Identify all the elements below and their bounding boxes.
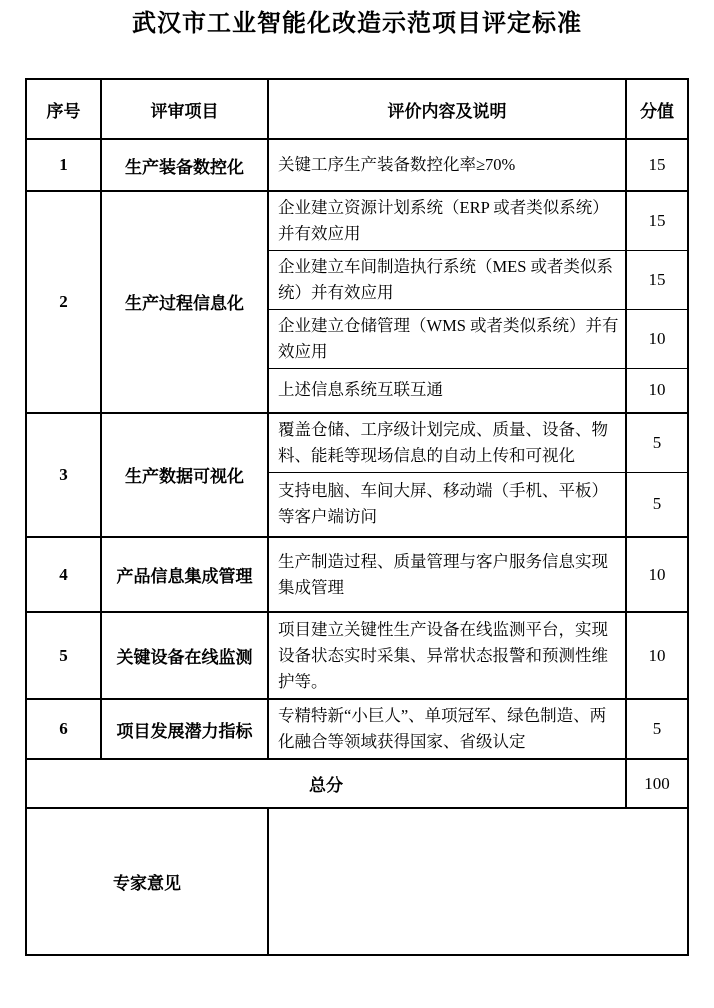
total-label: 总分	[26, 759, 626, 808]
criteria-score: 5	[626, 472, 688, 537]
criteria-score: 10	[626, 612, 688, 699]
row-item: 产品信息集成管理	[101, 537, 268, 612]
criteria-score: 10	[626, 537, 688, 612]
criteria-score: 10	[626, 369, 688, 413]
total-score: 100	[626, 759, 688, 808]
header-item: 评审项目	[101, 79, 268, 139]
criteria-score: 15	[626, 251, 688, 310]
table-row-group2-sub1	[26, 191, 688, 251]
criteria-desc: 企业建立资源计划系统（ERP 或者类似系统）并有效应用	[268, 191, 626, 251]
table-row-group4	[26, 537, 688, 612]
table-row-group6	[26, 699, 688, 759]
table-row-group1	[26, 139, 688, 191]
row-no: 6	[26, 699, 101, 759]
expert-opinion-label: 专家意见	[26, 808, 268, 955]
header-no: 序号	[26, 79, 101, 139]
table-header-row	[26, 79, 688, 139]
expert-opinion-area	[268, 808, 688, 955]
criteria-score: 5	[626, 413, 688, 473]
criteria-desc: 生产制造过程、质量管理与客户服务信息实现集成管理	[268, 537, 626, 612]
row-no: 5	[26, 612, 101, 699]
page-title: 武汉市工业智能化改造示范项目评定标准	[132, 11, 582, 37]
criteria-desc: 上述信息系统互联互通	[268, 369, 626, 413]
criteria-score: 10	[626, 310, 688, 369]
table-row-total	[26, 759, 688, 808]
criteria-desc: 企业建立仓储管理（WMS 或者类似系统）并有效应用	[268, 310, 626, 369]
header-desc: 评价内容及说明	[268, 79, 626, 139]
header-score: 分值	[626, 79, 688, 139]
criteria-score: 15	[626, 191, 688, 251]
row-item: 关键设备在线监测	[101, 612, 268, 699]
row-item: 生产装备数控化	[101, 139, 268, 191]
row-item: 生产过程信息化	[101, 191, 268, 413]
table-row-group3-sub1	[26, 413, 688, 473]
row-no: 1	[26, 139, 101, 191]
criteria-score: 15	[626, 139, 688, 191]
row-item: 项目发展潜力指标	[101, 699, 268, 759]
row-no: 2	[26, 191, 101, 413]
criteria-desc: 关键工序生产装备数控化率≥70%	[268, 139, 626, 191]
row-item: 生产数据可视化	[101, 413, 268, 538]
criteria-desc: 覆盖仓储、工序级计划完成、质量、设备、物料、能耗等现场信息的自动上传和可视化	[268, 413, 626, 473]
evaluation-table	[25, 78, 689, 956]
criteria-desc: 专精特新“小巨人”、单项冠军、绿色制造、两化融合等领域获得国家、省级认定	[268, 699, 626, 759]
criteria-score: 5	[626, 699, 688, 759]
criteria-desc: 支持电脑、车间大屏、移动端（手机、平板）等客户端访问	[268, 472, 626, 537]
table-row-expert	[26, 808, 688, 955]
row-no: 3	[26, 413, 101, 538]
table-row-group5	[26, 612, 688, 699]
criteria-desc: 企业建立车间制造执行系统（MES 或者类似系统）并有效应用	[268, 251, 626, 310]
criteria-desc: 项目建立关键性生产设备在线监测平台，实现设备状态实时采集、异常状态报警和预测性维护等。	[268, 612, 626, 699]
row-no: 4	[26, 537, 101, 612]
